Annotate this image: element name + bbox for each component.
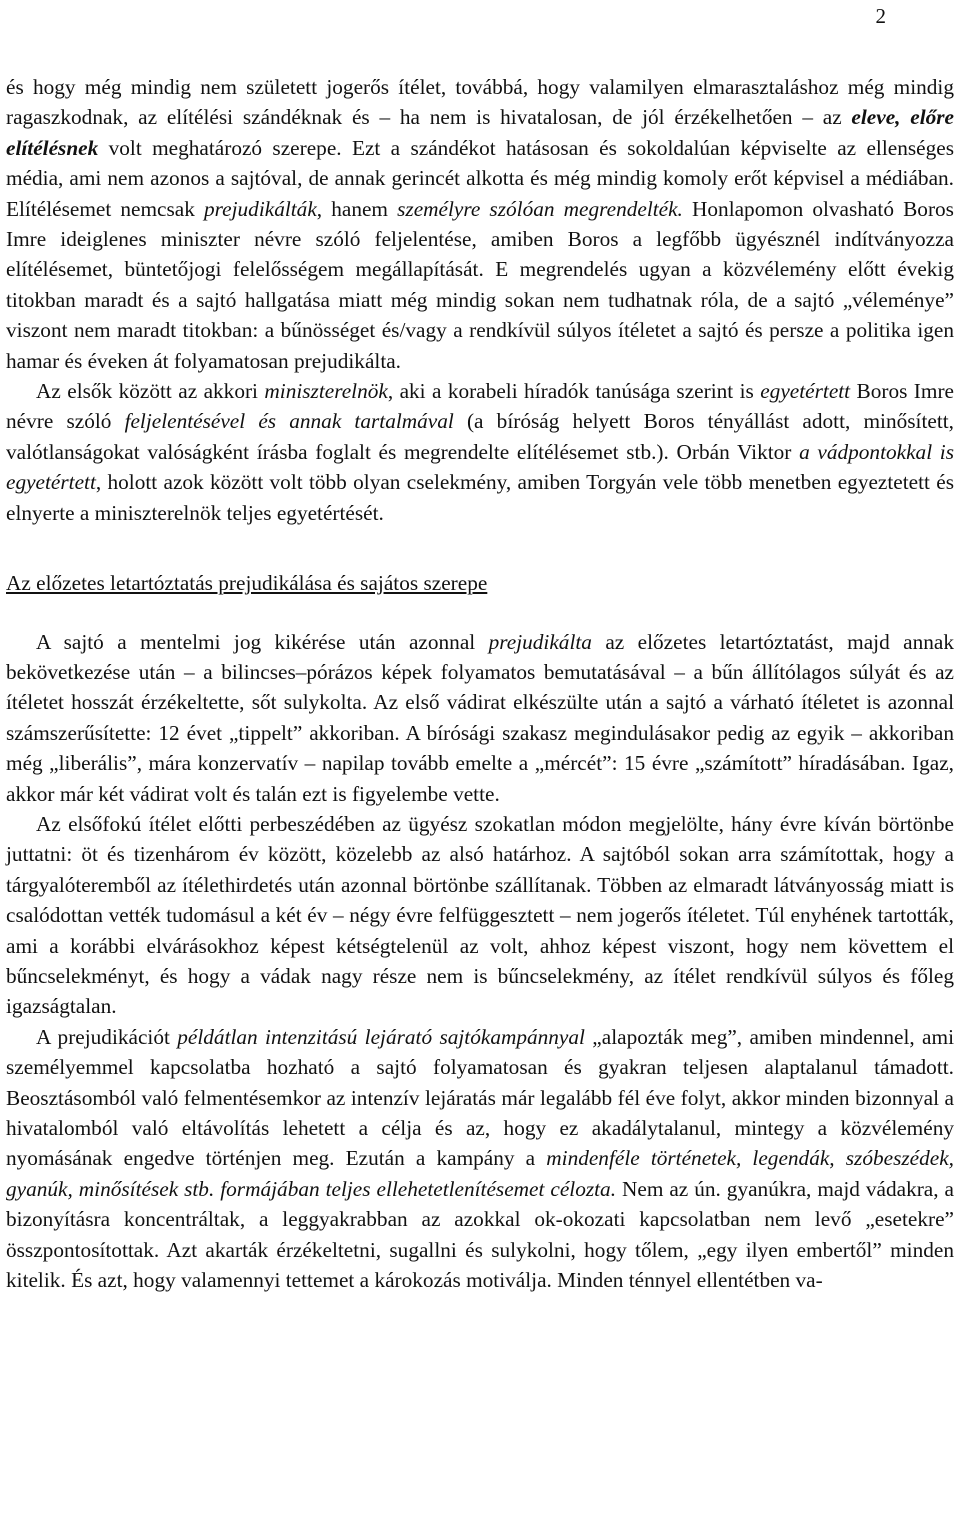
text-run: Nem az ún. gyanúkra, majd vádakra, a bizonyításra koncentráltak, a leggyakrabban az azokkal ok-okozati kapcsolatban nem levő „esetekre” összpontosítottak. Azt akarták érzékeltetni, sugallni és sulykolni, hogy tőlem, „egy ilyen embertől” minden kitelik. És azt, hogy valamennyi tettemet a károkozás motiválja. Minden ténnyel ellentétben va- <box>6 1176 954 1293</box>
emphasized-text: feljelentésével és annak tartalmával <box>124 409 454 434</box>
paragraph <box>6 1022 954 1296</box>
text-run: Honlapomon olvasható Boros Imre ideiglenes miniszter névre szóló feljelentése, amiben Boros a legfőbb ügyésznél indítványozza elítélésemet, büntetőjogi felelősségem megállapítását. E megrendelés ugyan a közvélemény előtt évekig titokban maradt és a sajtó hallgatása miatt még mindig sokan nem tudhatnak róla, de a sajtó „véleménye” viszont nem maradt titokban: a bűnösséget és/vagy a rendkívül súlyos ítéletet a sajtó és persze a politika igen hamar és éveken át folyamatosan prejudikálta. <box>6 196 954 373</box>
text-run: volt meghatározó szerepe. Ezt a szándékot hatásosan és sokoldalúan képviselte az ellenséges média, ami nem azonos a sajtóval, de annak gerincét alkotta és még mindig komoly erőt képvisel a médiában. Elítélésemet nemcsak <box>6 135 954 221</box>
text-run: Az elsőfokú ítélet előtti perbeszédében az ügyész szokatlan módon megjelölte, hány évre kíván börtönbe juttatni: öt és tizenhárom év között, közelebb az alsó határhoz. A sajtóból sokan arra számítottak, hogy a tárgyalóteremből az ítélethirdetés után azonnal börtönbe szállítanak. Többen az elmaradt látványosság miatt is csalódottan vették tudomásul a két év – négy évre felfüggesztett – nem jogerős ítéletet. Túl enyhének tartották, ami a korábbi elvárásokhoz képest kétségtelenül az volt, ahhoz képest viszont, hogy nem követtem el bűncselekményt, és hogy a vádak nagy része nem is bűncselekmény, az ítélet rendkívül súlyos és főleg igazságtalan. <box>6 811 954 1019</box>
emphasized-text: egyetértett <box>760 379 851 404</box>
emphasized-text: miniszterelnök <box>264 379 388 404</box>
document-body <box>6 72 954 1295</box>
text-run: „alapozták meg”, amiben mindennel, ami személyemmel kapcsolatba hozható a sajtó folyamatosan és gyakran teljesen alaptalanul támadott. Beosztásomból való felmentésemkor az intenzív lejáratás már legalább fél éve folyt, akkor minden bizonnyal a hivatalomból való eltávolítás lehetett a célja és az, hogy ez akadálytalanul, mintegy a közvélemény nyomásának engedve történjen meg. Ezután a kampány a <box>6 1024 954 1171</box>
text-run: Az előzetes letartóztatás prejudikálása és sajátos szerepe <box>6 571 488 596</box>
emphasized-text: prejudikálta <box>488 629 592 654</box>
text-run: (a bíróság helyett Boros tényállást adott, minősített, valótlanságokat valóságként írásba foglalt és megrendelte elítélésemet stb.). Orbán Viktor <box>6 409 955 464</box>
text-run: , holott azok között volt több olyan cselekmény, amiben Torgyán vele több menetben egyeztetett és elnyerte a miniszterelnök teljes egyetértését. <box>6 470 954 525</box>
paragraph <box>6 627 954 809</box>
text-run: és hogy még mindig nem született jogerős ítélet, továbbá, hogy valamilyen elmarasztaláshoz még mindig ragaszkodnak, az elítélési szándéknak és – ha nem is hivatalosan, de jól érzékelhetően – az <box>6 75 954 130</box>
paragraph <box>6 72 954 376</box>
emphasized-text: mindenféle történetek, legendák, szóbeszédek, gyanúk, minősítések stb. formájában teljes ellehetetlenítésemet célozta. <box>6 1146 954 1201</box>
paragraph <box>6 376 954 528</box>
emphasized-text: példátlan intenzitású lejárató sajtókampánnyal <box>177 1024 585 1049</box>
text-run: , hanem <box>316 196 398 221</box>
page-number: 2 <box>875 4 886 28</box>
text-run: A sajtó a mentelmi jog kikérése után azonnal <box>36 629 489 654</box>
emphasized-text: személyre szólóan megrendelték. <box>397 196 683 221</box>
emphasized-text: a vádpontokkal is egyetértett <box>6 439 955 495</box>
text-run: A prejudikációt <box>36 1024 178 1049</box>
paragraph <box>6 809 954 1022</box>
emphasized-text: prejudikálták <box>204 196 317 221</box>
text-run: Boros Imre névre szóló <box>6 379 955 434</box>
text-run: az előzetes letartóztatást, majd annak bekövetkezése után – a bilincses–pórázos képek folyamatos bemutatásával – a bűn állítólagos súlyát és az ítéletet hosszát érzékeltette, sőt sulykolta. Az első vádirat elkészülte után a sajtó a várható ítéletet is azonnal számszerűsítette: 12 évet „tippelt” akkoriban. A bírósági szakasz megindulásakor pedig az egyik – akkoriban még „liberális”, mára konzervatív – napilap tovább emelte a „mércét”: 15 évre „számított” híradásában. Igaz, akkor már két vádirat volt és talán ezt is figyelembe vette. <box>6 629 954 806</box>
emphasized-text: eleve, előre elítélésnek <box>6 105 954 160</box>
section-heading <box>6 568 954 598</box>
text-run: , aki a korabeli híradók tanúsága szerint is <box>387 379 761 404</box>
text-run: Az elsők között az akkori <box>36 379 265 404</box>
